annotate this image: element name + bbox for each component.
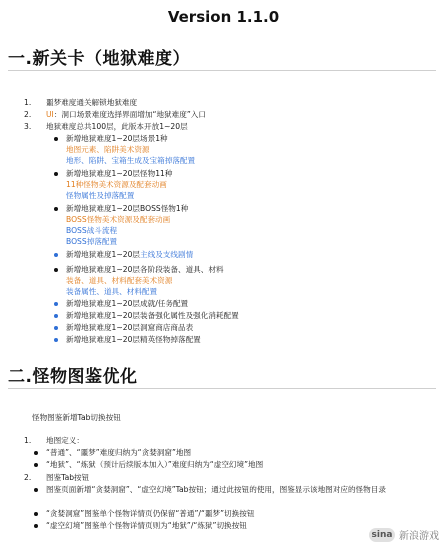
s1-item3-text: 地狱难度总共100层，此版本开放1~20层: [46, 122, 188, 131]
section2-divider: [8, 388, 436, 389]
s1-bullet3-sub1: BOSS怪物美术资源及配套动画: [66, 215, 171, 224]
s1-item1-text: [46, 98, 137, 107]
bullet-dot: [54, 207, 58, 211]
s1-bullet8: 新增地狱难度1~20层洞窟商店商品表: [66, 323, 194, 332]
bullet-dot: [34, 451, 38, 455]
watermark-text: 新浪游戏: [399, 531, 439, 542]
s1-bullet1-sub1: 地图元素、陷阱美术资源: [66, 145, 150, 154]
bullet-dot: [54, 268, 58, 272]
bullet-dot: [34, 488, 38, 492]
s1-bullet4-tail: 主线及支线剧情: [140, 250, 194, 259]
s1-item2-text: [46, 110, 206, 119]
s2-item2-bullet3: “虚空幻境”图鉴单个怪物详情页则为“地狱”/“炼狱”切换按钮: [46, 521, 247, 530]
s2-item2-num: 2.: [24, 473, 32, 482]
bullet-dot: [34, 463, 38, 467]
version-title: Version 1.1.0: [167, 8, 280, 26]
s1-item3-num: 3.: [24, 122, 32, 131]
bullet-dot: [54, 137, 58, 141]
bullet-dot: [54, 302, 58, 306]
s1-bullet5-sub1: 装备、道具、材料配套美术资源: [66, 276, 173, 285]
bullet-dot: [54, 253, 58, 257]
s2-intro: 怪物图鉴新增Tab切换按钮: [32, 413, 121, 422]
s1-bullet1-sub2: 地形、陷阱、宝箱生成及宝箱掉落配置: [66, 156, 196, 165]
s1-bullet7: 新增地狱难度1~20层装备强化属性及强化消耗配置: [66, 311, 239, 320]
s1-bullet1: 新增地狱难度1~20层场景1种: [66, 134, 168, 143]
s1-bullet5: 新增地狱难度1~20层各阶段装备、道具、材料: [66, 265, 224, 274]
s1-bullet9: 新增地狱难度1~20层精英怪物掉落配置: [66, 335, 201, 344]
section1-heading: 一.新关卡（地狱难度）: [8, 49, 190, 69]
s2-item2-text: 图鉴Tab按钮: [46, 473, 90, 482]
s1-item2-rest: ：洞口场景难度选择界面增加“地狱难度”入口: [53, 110, 206, 119]
s2-item1-bullet2: “地狱”、“炼狱（预计后续版本加入）”难度归纳为“虚空幻境”地图: [46, 460, 264, 469]
s1-bullet5-sub2: 装备属性、道具、材料配置: [66, 287, 158, 296]
bullet-dot: [54, 172, 58, 176]
bullet-dot: [54, 326, 58, 330]
s1-bullet3-sub2: BOSS战斗流程: [66, 226, 118, 235]
s1-bullet6: 新增地狱难度1~20层成就/任务配置: [66, 299, 189, 308]
s1-bullet2: 新增地狱难度1~20层怪物11种: [66, 169, 173, 178]
s1-item2-num: 2.: [24, 110, 32, 119]
section1-divider: [8, 70, 436, 71]
s2-item1-num: 1.: [24, 436, 32, 445]
bullet-dot: [34, 524, 38, 528]
s2-item1-text: 地图定义：: [46, 436, 84, 445]
s2-item1-bullet1: “普通”、“噩梦”难度归纳为“贪婪洞窟”地图: [46, 448, 192, 457]
sina-logo-icon: sina: [369, 528, 395, 542]
bullet-dot: [34, 512, 38, 516]
bullet-dot: [54, 314, 58, 318]
s1-item1-part1: 噩梦难度通关解锁地狱难度: [46, 98, 138, 107]
s1-bullet3: 新增地狱难度1~20层BOSS怪物1种: [66, 204, 189, 213]
s1-bullet4-head: 新增地狱难度1~20层: [66, 250, 141, 259]
section2-heading: 二.怪物图鉴优化: [8, 367, 138, 387]
watermark: [369, 527, 439, 542]
s1-bullet2-sub1: 11种怪物美术资源及配套动画: [66, 180, 167, 189]
s1-bullet4: [66, 250, 193, 259]
bullet-dot: [54, 338, 58, 342]
s1-item1-num: 1.: [24, 98, 32, 107]
s1-bullet2-sub2: 怪物属性及掉落配置: [66, 191, 135, 200]
s1-item2-ui: UI: [46, 110, 54, 119]
s1-bullet3-sub3: BOSS掉落配置: [66, 237, 118, 246]
s2-item2-bullet2: “贪婪洞窟”图鉴单个怪物详情页仍保留“普通”/“噩梦”切换按钮: [46, 509, 255, 518]
s2-item2-bullet1: 图鉴页面新增“贪婪洞窟”、“虚空幻境”Tab按钮；通过此按钮的使用，图鉴显示该地图对应的怪物目录: [46, 485, 386, 494]
